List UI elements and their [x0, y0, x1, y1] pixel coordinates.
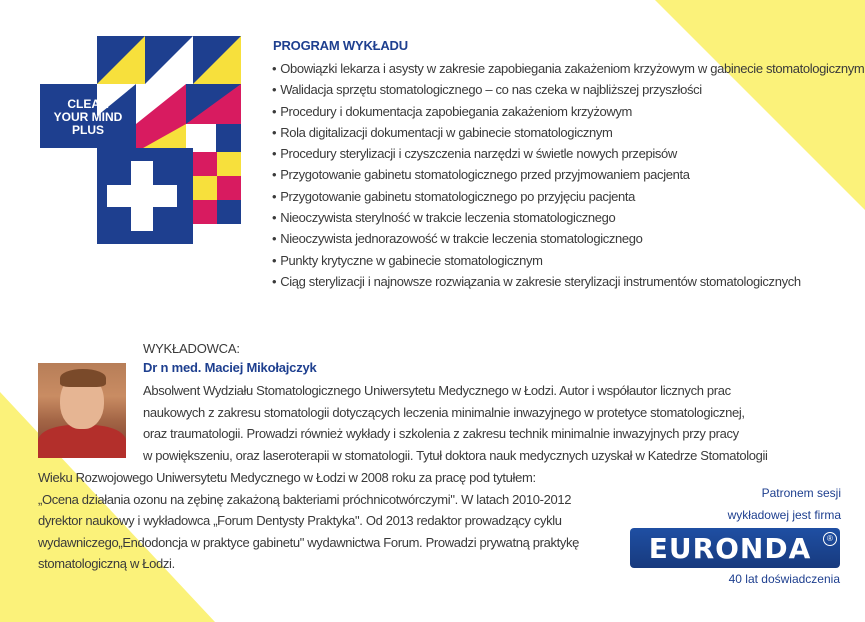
logo-line-3: PLUS — [71, 123, 104, 137]
program-title: PROGRAM WYKŁADU — [273, 38, 408, 53]
program-item: • Przygotowanie gabinetu stomatologicznego po przyjęciu pacjenta — [272, 186, 864, 207]
lecturer-bio-upper — [143, 380, 768, 466]
program-item: • Rola digitalizacji dokumentacji w gabinecie stomatologicznym — [272, 122, 864, 143]
program-item: • Procedury i dokumentacja zapobiegania zakażeniom krzyżowym — [272, 101, 864, 122]
logo-line-2: YOUR MIND — [53, 110, 123, 124]
bio-line: dyrektor naukowy i wykładowca „Forum Dentysty Praktyka". Od 2013 redaktor prowadzący cyklu — [38, 513, 562, 528]
registered-mark: ® — [823, 532, 837, 546]
program-item: • Procedury sterylizacji i czyszczenia narzędzi w świetle nowych przepisów — [272, 143, 864, 164]
program-item: • Nieoczywista sterylność w trakcie leczenia stomatologicznego — [272, 207, 864, 228]
bio-line: Wieku Rozwojowego Uniwersytetu Medycznego w Łodzi w 2008 roku za pracę pod tytułem: — [38, 470, 536, 485]
sponsor-line-1: Patronem sesji — [761, 486, 841, 500]
photo-shirt — [38, 425, 126, 458]
sponsor-tagline: 40 lat doświadczenia — [728, 572, 840, 586]
lecturer-photo — [38, 363, 126, 458]
bio-line: naukowych z zakresu stomatologii dotyczących leczenia minimalnie inwazyjnego w protetyce stomatologicznej, — [143, 404, 745, 420]
photo-hair — [60, 369, 106, 387]
logo-graphic — [40, 36, 245, 244]
euronda-logo — [630, 528, 840, 568]
bio-line: wydawniczego„Endodoncja w praktyce gabinetu" wydawnictwa Forum. Prowadzi prywatną praktykę — [38, 534, 580, 550]
lecturer-bio-lower — [38, 467, 579, 575]
bio-line: w powiększeniu, oraz laseroterapii w stomatologii. Tytuł doktora nauk medycznych uzyskał w Katedrze Stomatologii — [143, 447, 768, 463]
bio-line: Absolwent Wydziału Stomatologicznego Uniwersytetu Medycznego w Łodzi. Autor i współautor licznych prac — [143, 383, 731, 398]
sponsor-line-2: wykładowej jest firma — [727, 508, 841, 522]
program-list — [272, 58, 864, 292]
lecturer-name: Dr n med. Maciej Mikołajczyk — [143, 360, 317, 375]
bio-line: oraz traumatologii. Prowadzi również wykłady i szkolenia z zakresu technik minimalnie inwazyjnych przy pracy — [143, 426, 739, 441]
program-item: • Walidacja sprzętu stomatologicznego – co nas czeka w najbliższej przyszłości — [272, 79, 864, 100]
sponsor-caption — [641, 482, 841, 526]
program-item: • Przygotowanie gabinetu stomatologicznego przed przyjmowaniem pacjenta — [272, 164, 864, 185]
program-item: • Obowiązki lekarza i asysty w zakresie zapobiegania zakażeniom krzyżowym w gabinecie stomatologicznym — [272, 58, 864, 79]
program-item: • Ciąg sterylizacji i najnowsze rozwiązania w zakresie sterylizacji instrumentów stomatologicznych — [272, 271, 864, 292]
logo-line-1: CLEAR — [67, 97, 109, 111]
lecturer-label: WYKŁADOWCA: — [143, 341, 240, 356]
euronda-wordmark: EURONDA — [648, 532, 812, 565]
program-item: • Punkty krytyczne w gabinecie stomatologicznym — [272, 250, 864, 271]
program-item: • Nieoczywista jednorazowość w trakcie leczenia stomatologicznego — [272, 228, 864, 249]
bio-line: „Ocena działania ozonu na zębinę zakażoną bakteriami próchnicotwórczymi". W latach 2010-2012 — [38, 491, 572, 507]
clear-your-mind-plus-logo — [40, 36, 245, 244]
logo-wordmark — [40, 98, 136, 137]
bio-line: stomatologiczną w Łodzi. — [38, 556, 175, 571]
